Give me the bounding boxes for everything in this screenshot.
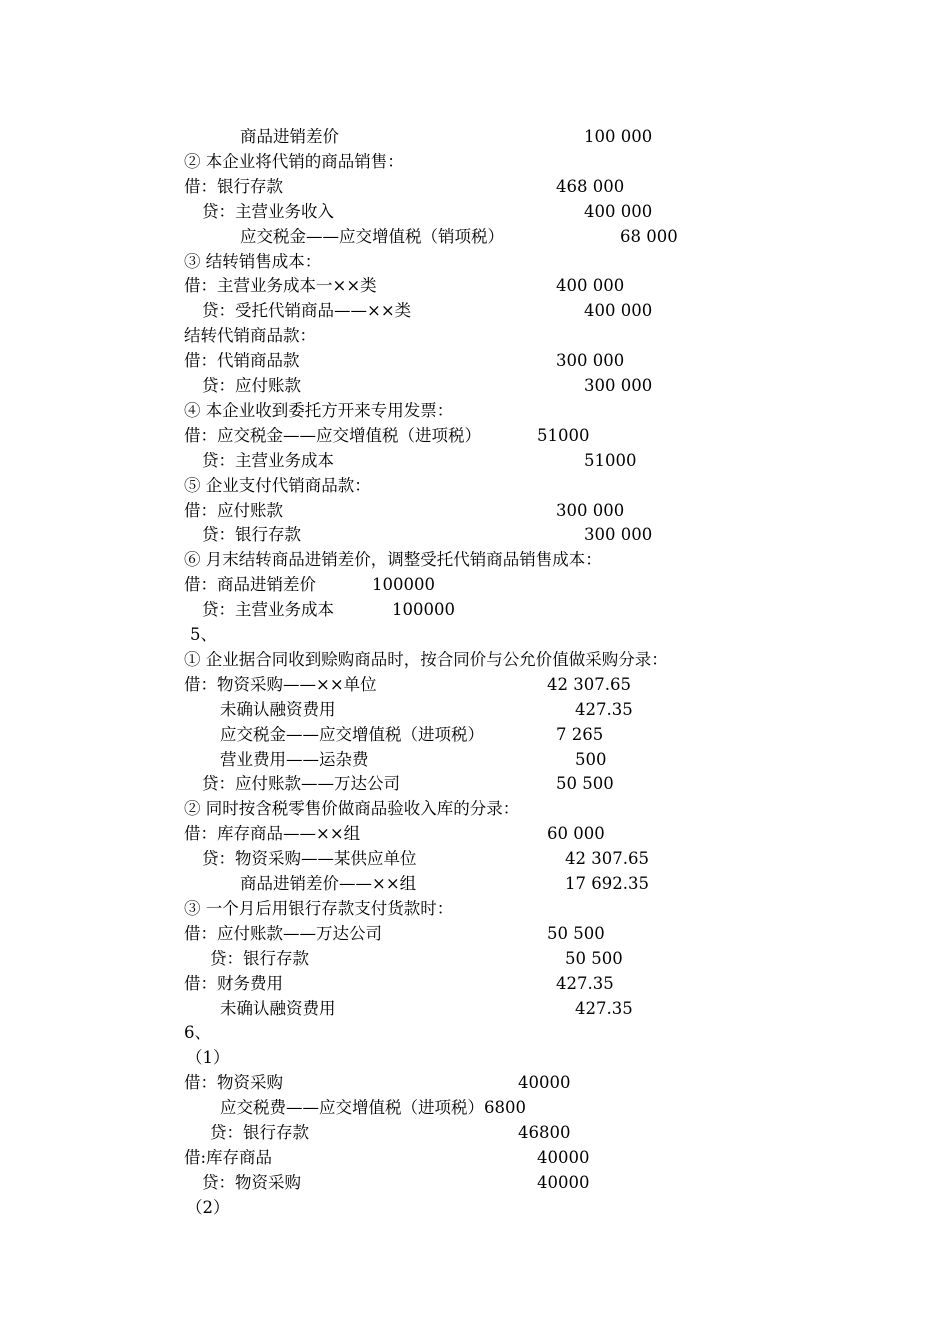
entry-text: 贷：银行存款 (210, 948, 309, 968)
entry-amount: 50 500 (565, 948, 623, 968)
entry-text: 贷：银行存款 (210, 1123, 309, 1142)
entry-line (0, 597, 950, 622)
entry-amount: 300 000 (556, 500, 625, 520)
entry-amount: 40000 (537, 1147, 590, 1167)
entry-text: 借：银行存款 (184, 176, 283, 196)
entry-text: 借：库存商品——××组 (184, 824, 361, 844)
entry-text: ④ 本企业收到委托方开来专用发票： (184, 400, 454, 420)
entry-amount: 40000 (518, 1073, 571, 1093)
entry-amount: 50 500 (547, 923, 605, 943)
entry-amount: 300 000 (584, 525, 653, 545)
entry-line (0, 423, 950, 448)
subsection-heading (0, 1195, 950, 1220)
entry-line (0, 697, 950, 722)
section-heading (0, 1020, 950, 1045)
entry-text: ③ 一个月后用银行存款支付货款时： (184, 898, 454, 918)
entry-line (0, 896, 950, 921)
entry-line (0, 871, 950, 896)
entry-text: 未确认融资费用 (220, 699, 336, 719)
entry-amount: 427.35 (556, 973, 614, 993)
entry-line (0, 821, 950, 846)
entry-amount: 500 (575, 749, 607, 769)
entry-text: 借：应付账款 (184, 500, 283, 520)
entry-text: 借：应付账款——万达公司 (184, 923, 382, 943)
entry-line (0, 1170, 950, 1195)
entry-line (0, 298, 950, 323)
entry-amount: 468 000 (556, 176, 625, 196)
entry-amount: 400 000 (584, 301, 653, 321)
entry-line (0, 149, 950, 174)
entry-line (0, 1145, 950, 1170)
entry-text: 5、 (190, 625, 217, 644)
entry-text: ② 本企业将代销的商品销售： (184, 151, 404, 171)
entry-line (0, 946, 950, 971)
entry-line (0, 124, 950, 149)
entry-line (0, 273, 950, 298)
entry-line (0, 1070, 950, 1095)
entry-text: 贷：银行存款 (202, 525, 301, 545)
entry-text: （2） (186, 1197, 230, 1217)
entry-line (0, 1120, 950, 1145)
entry-amount: 100000 (392, 600, 455, 620)
entry-line (0, 572, 950, 597)
entry-text: 借:库存商品 (184, 1147, 273, 1167)
entry-line (0, 323, 950, 348)
entry-amount: 46800 (518, 1123, 571, 1142)
entry-amount: 40000 (537, 1172, 590, 1192)
entry-text: 应交税金——应交增值税（进项税） (220, 724, 484, 744)
entry-line (0, 647, 950, 672)
entry-line (0, 398, 950, 423)
entry-amount: 60 000 (547, 824, 605, 844)
subsection-heading (0, 1045, 950, 1070)
entry-amount: 400 000 (584, 201, 653, 221)
entry-text: 应交税金——应交增值税（销项税） (240, 226, 504, 246)
entry-amount: 400 000 (556, 276, 625, 296)
entry-text: 借：代销商品款 (184, 351, 300, 371)
entry-amount: 100000 (372, 575, 435, 595)
entry-text: ③ 结转销售成本： (184, 251, 322, 271)
entry-line (0, 722, 950, 747)
entry-line (0, 224, 950, 249)
entry-text: ① 企业据合同收到赊购商品时，按合同价与公允价值做采购分录： (184, 649, 668, 669)
entry-amount: 42 307.65 (565, 849, 649, 869)
entry-text: （1） (186, 1048, 230, 1068)
entry-text: 商品进销差价 (240, 127, 339, 146)
entry-line (0, 522, 950, 547)
entry-line (0, 249, 950, 274)
entry-line (0, 199, 950, 224)
entry-line (0, 547, 950, 572)
entry-line (0, 448, 950, 473)
entry-text: 未确认融资费用 (220, 998, 336, 1018)
entry-amount: 42 307.65 (547, 674, 631, 694)
entry-text: 贷：主营业务收入 (202, 201, 334, 221)
entry-text: 借：财务费用 (184, 973, 283, 993)
entry-line (0, 846, 950, 871)
entry-line (0, 971, 950, 996)
entry-text: 贷：应付账款 (202, 376, 301, 395)
entry-text: 贷：应付账款——万达公司 (202, 774, 400, 794)
entry-line (0, 373, 950, 398)
entry-text: 贷：受托代销商品——××类 (202, 301, 412, 321)
entry-amount: 300 000 (556, 351, 625, 371)
entry-text: ⑥ 月末结转商品进销差价，调整受托代销商品销售成本： (184, 550, 602, 570)
entry-text: 贷：主营业务成本 (202, 450, 334, 470)
entry-amount: 17 692.35 (565, 874, 649, 893)
entry-text: 贷：物资采购——某供应单位 (202, 849, 417, 869)
entry-amount: 100 000 (584, 127, 653, 146)
entry-amount: 427.35 (575, 998, 633, 1018)
entry-text: 借：应交税金——应交增值税（进项税） (184, 425, 481, 445)
section-heading (0, 622, 950, 647)
entry-line (0, 348, 950, 373)
entry-line (0, 996, 950, 1021)
entry-line (0, 1095, 950, 1120)
entry-amount: 427.35 (575, 699, 633, 719)
entry-text: 应交税费——应交增值税（进项税）6800 (220, 1098, 526, 1118)
entry-line (0, 921, 950, 946)
entry-text: 商品进销差价——××组 (240, 874, 417, 893)
entry-amount: 7 265 (556, 724, 604, 744)
entry-line (0, 498, 950, 523)
entry-amount: 50 500 (556, 774, 614, 794)
entry-text: 贷：物资采购 (202, 1172, 301, 1192)
entry-text: ② 同时按含税零售价做商品验收入库的分录： (184, 799, 520, 819)
entry-line (0, 796, 950, 821)
entry-text: 借：物资采购——××单位 (184, 674, 377, 694)
entry-line (0, 473, 950, 498)
entry-line (0, 771, 950, 796)
entry-text: 借：物资采购 (184, 1073, 283, 1093)
entry-text: 6、 (184, 1023, 211, 1043)
entry-text: 借：商品进销差价 (184, 575, 316, 595)
entry-text: ⑤ 企业支付代销商品款： (184, 475, 371, 495)
entry-line (0, 174, 950, 199)
entry-line (0, 747, 950, 772)
entry-text: 结转代销商品款： (184, 326, 316, 346)
entry-text: 营业费用——运杂费 (220, 749, 369, 769)
entry-line (0, 672, 950, 697)
entry-amount: 51000 (537, 425, 590, 445)
entry-text: 借：主营业务成本一××类 (184, 276, 377, 296)
entry-amount: 68 000 (620, 226, 678, 246)
entry-text: 贷：主营业务成本 (202, 600, 334, 620)
entry-amount: 51000 (584, 450, 637, 470)
entry-amount: 300 000 (584, 376, 653, 395)
